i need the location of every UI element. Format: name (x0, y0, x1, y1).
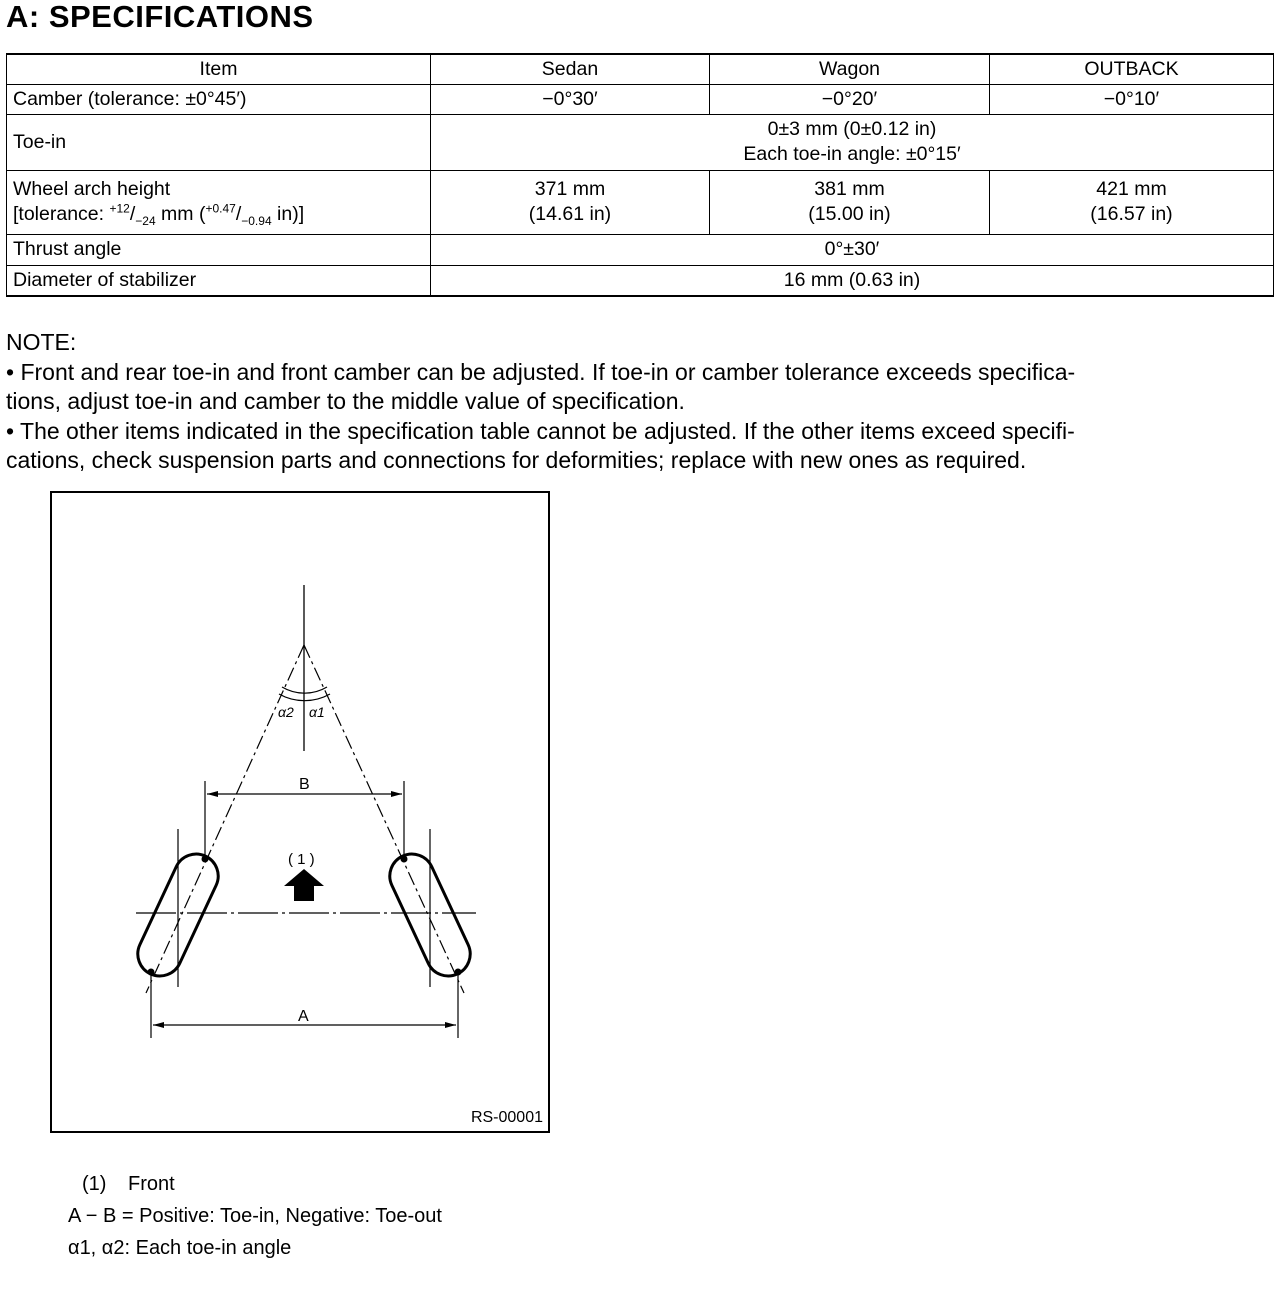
table-row-wheel-arch (7, 170, 1274, 234)
header-sedan: Sedan (431, 54, 710, 84)
b-label: B (299, 776, 310, 793)
tol-in-unit: in)] (271, 203, 305, 225)
tol-mm-unit: mm ( (155, 203, 206, 225)
stabilizer-value: 16 mm (0.63 in) (431, 265, 1274, 296)
figure-legend (68, 1168, 442, 1264)
b-arrow-right (391, 791, 402, 797)
a-arrow-right (445, 1022, 456, 1028)
wheel-arch-wagon (710, 170, 990, 234)
wheel-arch-sedan (431, 170, 710, 234)
thrust-angle-value: 0°±30′ (431, 234, 1274, 265)
header-wagon: Wagon (710, 54, 990, 84)
wheel-arch-tolerance: [tolerance: $^{+12}/_{-24}$ mm ($^{+0.47}/_{-0.94}$ in)] (13, 201, 305, 228)
right-tire-front-point (401, 856, 408, 863)
table-row-thrust-angle (7, 234, 1274, 265)
note-title: NOTE: (6, 329, 77, 355)
section-heading: A: SPECIFICATIONS (6, 0, 314, 34)
front-label: ( 1 ) (288, 851, 315, 868)
tol-mm-plus: +12 (109, 201, 130, 216)
tol-mm-minus: −24 (135, 213, 156, 228)
toe-in-value-line2: Each toe-in angle: ±0°15′ (743, 143, 961, 165)
front-arrow-icon (284, 869, 324, 901)
legend-item-text: Front (128, 1173, 175, 1195)
toe-in-diagram (50, 491, 550, 1133)
toe-in-value-line1: 0±3 mm (0±0.12 in) (767, 118, 937, 140)
wheel-arch-sedan-in: (14.61 in) (528, 203, 612, 225)
wheel-arch-wagon-mm: 381 mm (814, 178, 885, 200)
legend-line-alpha: α1, α2: Each toe-in angle (68, 1237, 292, 1259)
toe-in-label: Toe-in (7, 114, 431, 170)
legend-item-number: (1) (82, 1173, 107, 1195)
wheel-arch-sedan-mm: 371 mm (534, 178, 606, 200)
camber-sedan: −0°30′ (431, 84, 710, 114)
note-bullet1-line2: tions, adjust toe-in and camber to the middle value of specification. (6, 388, 685, 414)
a-arrow-left (153, 1022, 164, 1028)
specifications-table (6, 53, 1274, 297)
wheel-arch-outback-mm: 421 mm (1096, 178, 1167, 200)
left-tire-rear-point (148, 969, 155, 976)
table-header-row (7, 54, 1274, 84)
wheel-arch-label (7, 170, 431, 234)
note-block (6, 328, 1280, 476)
header-item: Item (7, 54, 431, 84)
figure-code: RS-00001 (470, 1109, 543, 1126)
tol-in-minus: −0.94 (241, 213, 272, 228)
legend-line-a-b: A − B = Positive: Toe-in, Negative: Toe-out (68, 1205, 442, 1227)
left-tire-front-point (202, 856, 209, 863)
alpha1-label: α1 (309, 704, 325, 720)
table-row-camber (7, 84, 1274, 114)
toe-in-diagram-drawing (52, 493, 552, 1135)
wheel-arch-outback-in: (16.57 in) (1090, 203, 1173, 225)
camber-outback: −0°10′ (990, 84, 1274, 114)
right-wheel-axis (304, 645, 464, 993)
table-row-stabilizer (7, 265, 1274, 296)
note-bullet1-line1: • Front and rear toe-in and front camber can be adjusted. If toe-in or camber tolerance exceeds specifica- (6, 358, 1076, 385)
right-tire-rear-point (455, 969, 462, 976)
thrust-angle-label: Thrust angle (7, 234, 431, 265)
left-wheel-axis (146, 645, 304, 993)
camber-label: Camber (tolerance: ±0°45′) (7, 84, 431, 114)
note-bullet2-line1: • The other items indicated in the specification table cannot be adjusted. If the other items exceed specifi- (6, 417, 1075, 444)
tol-in-plus: +0.47 (205, 201, 236, 216)
legend-item-front (68, 1168, 442, 1200)
wheel-arch-wagon-in: (15.00 in) (808, 203, 891, 225)
wheel-arch-label-line1: Wheel arch height (13, 178, 171, 200)
toe-in-value (431, 114, 1274, 170)
table-row-toe-in (7, 114, 1274, 170)
stabilizer-label: Diameter of stabilizer (7, 265, 431, 296)
header-outback: OUTBACK (990, 54, 1274, 84)
camber-wagon: −0°20′ (710, 84, 990, 114)
b-arrow-left (207, 791, 218, 797)
alpha2-label: α2 (278, 704, 294, 720)
tolerance-prefix: [tolerance: (13, 203, 110, 225)
note-bullet2-line2: cations, check suspension parts and connections for deformities; replace with new ones as required. (6, 447, 1027, 473)
wheel-arch-outback (990, 170, 1274, 234)
a-label: A (298, 1008, 309, 1025)
